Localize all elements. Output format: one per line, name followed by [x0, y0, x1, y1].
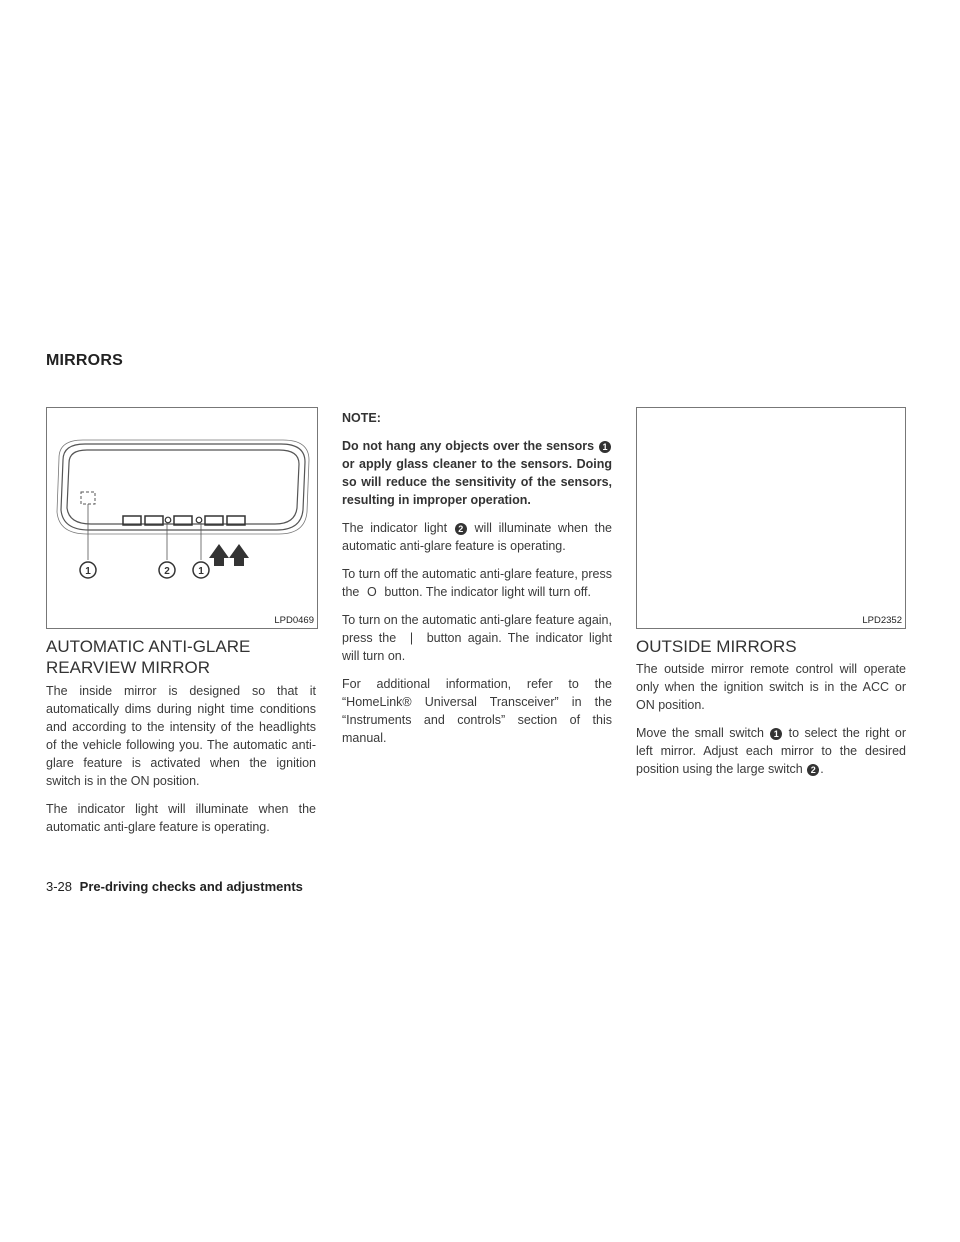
callout-2-icon: 2: [455, 523, 467, 535]
heading-outside-mirrors: OUTSIDE MIRRORS: [636, 637, 797, 656]
rearview-mirror-illustration: [47, 408, 317, 628]
section-title: MIRRORS: [46, 352, 123, 369]
page-number: 3-28: [46, 879, 73, 894]
paragraph: For additional information, refer to the “HomeLink® Universal Transceiver” in the “Instruments and controls” section of this manual.: [342, 677, 612, 745]
figure-code: LPD2352: [862, 615, 902, 626]
paragraph: The outside mirror remote control will operate only when the ignition switch is in the ACC or ON position.: [636, 662, 906, 712]
svg-text:2: 2: [164, 566, 170, 577]
callout-1-sensor: [80, 562, 96, 578]
heading-anti-glare-mirror: AUTOMATIC ANTI-GLARE REARVIEW MIRROR: [46, 637, 251, 677]
paragraph: The indicator light 2 will illuminate when the automatic anti-glare feature is operating.: [342, 521, 613, 553]
note-label: NOTE:: [342, 411, 381, 425]
callout-1-icon: 1: [770, 728, 782, 740]
on-button-symbol: |: [409, 631, 414, 645]
column-2-text: [342, 409, 612, 757]
svg-text:1: 1: [198, 566, 204, 577]
page-footer: [46, 879, 303, 894]
off-button-symbol: O: [367, 585, 377, 599]
svg-text:1: 1: [85, 566, 91, 577]
note-text: Do not hang any objects over the sensors 1 or apply glass cleaner to the sensors. Doing so will reduce the sensitivity of the sensors, resulting in improper operation.: [342, 439, 612, 507]
paragraph: The inside mirror is designed so that it automatically dims during night time conditions and according to the intensity of the headlights of the vehicle following you. The automatic anti-glare feature is activated when the ignition switch is in the ON position.: [46, 684, 316, 788]
callout-1-icon: 1: [599, 441, 611, 453]
column-3-text: [636, 660, 906, 788]
column-1-text: [46, 682, 316, 846]
paragraph: To turn on the automatic anti-glare feature again, press the | button again. The indicator light will turn on.: [342, 613, 612, 663]
figure-code: LPD0469: [274, 615, 314, 626]
rearview-mirror-figure: [46, 407, 318, 629]
callout-1-sensor-b: [193, 562, 209, 578]
paragraph: To turn off the automatic anti-glare feature, press the O button. The indicator light will turn off.: [342, 567, 612, 599]
paragraph: Move the small switch 1 to select the right or left mirror. Adjust each mirror to the desired position using the large switch 2 .: [636, 726, 906, 776]
callout-2-icon: 2: [807, 764, 819, 776]
chapter-title: Pre-driving checks and adjustments: [79, 879, 303, 894]
outside-mirror-figure: [636, 407, 906, 629]
paragraph: The indicator light will illuminate when the automatic anti-glare feature is operating.: [46, 802, 316, 834]
callout-2-indicator: [159, 562, 175, 578]
